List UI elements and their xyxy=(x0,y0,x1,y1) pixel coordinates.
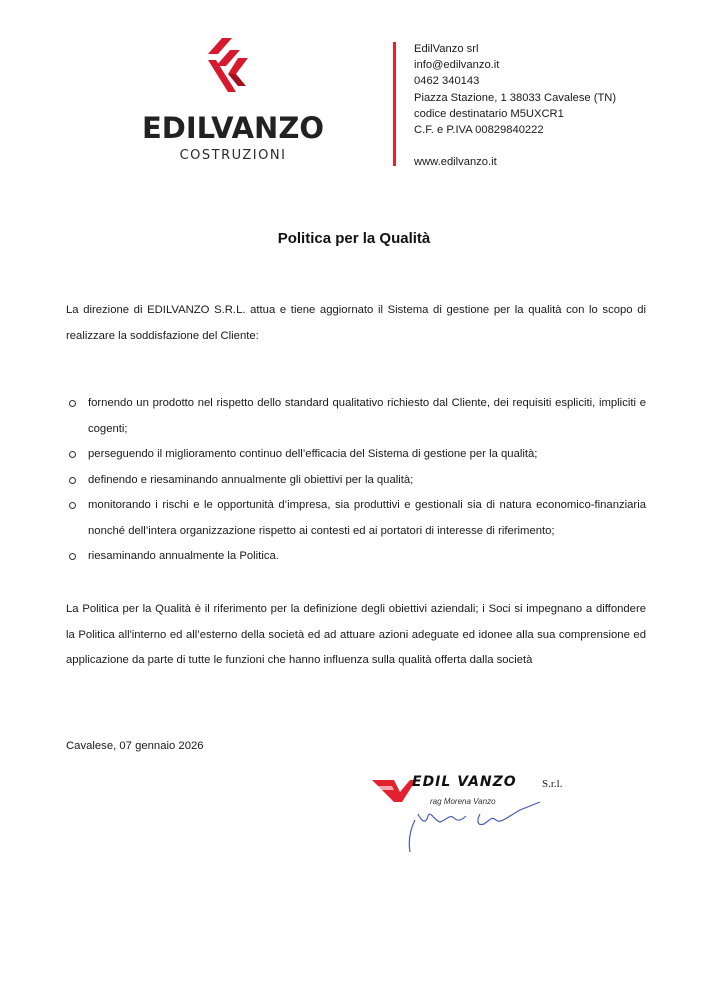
list-item-text: riesaminando annualmente la Politica. xyxy=(88,550,279,562)
stamp-suffix: S.r.l. xyxy=(542,778,563,790)
tax-id: C.F. e P.IVA 00829840222 xyxy=(414,124,544,137)
list-item-text: definendo e riesaminando annualmente gli obiettivi per la qualità; xyxy=(88,473,414,486)
bullet-circle-icon xyxy=(69,477,76,484)
list-item xyxy=(66,544,646,570)
closing-paragraph: La Politica per la Qualità è il riferimento per la definizione degli obiettivi aziendali; i Soci si impegnano a diffondere la Politica all'interno ed all’esterno della società ed ad attuare azioni adeguate ed idonee alla sua comprensione ed applicazione da parte di tutte le funzioni che hanno influenza sulla qualità offerta dalla società xyxy=(66,603,646,666)
website-link[interactable]: www.edilvanzo.it xyxy=(414,156,497,169)
email-link[interactable]: info@edilvanzo.it xyxy=(414,59,500,72)
list-item-text: perseguendo il miglioramento continuo dell’efficacia del Sistema di gestione per la qualità; xyxy=(88,448,538,460)
stamp-company: EDIL VANZO xyxy=(412,774,517,790)
list-item-text: fornendo un prodotto nel rispetto dello standard qualitativo richiesto dal Cliente, dei requisiti espliciti, impliciti e cogenti; xyxy=(88,397,646,435)
address: Piazza Stazione, 1 38033 Cavalese (TN) xyxy=(414,91,617,104)
bullet-circle-icon xyxy=(69,451,76,458)
list-item xyxy=(66,493,646,544)
list-item xyxy=(66,391,646,442)
objectives-list xyxy=(66,391,646,570)
intro-paragraph: La direzione di EDILVANZO S.R.L. attua e tiene aggiornato il Sistema di gestione per la qualità con lo scopo di realizzare la soddisfazione del Cliente: xyxy=(66,304,646,342)
company-name: EdilVanzo srl xyxy=(414,43,479,55)
date-place: Cavalese, 07 gennaio 2026 xyxy=(66,740,204,752)
list-item xyxy=(66,468,646,494)
bullet-circle-icon xyxy=(69,400,76,407)
header-divider xyxy=(393,42,396,166)
list-item-text: monitorando i rischi e le opportunità d’impresa, sia produttivi e gestionali sia di natura economico-finanziaria nonché dell’intera organizzazione rispetto ai contesti ed ai portatori di interesse di riferimento; xyxy=(88,499,646,537)
bullet-circle-icon xyxy=(69,553,76,560)
phone-number: 0462 340143 xyxy=(414,75,480,88)
recipient-code: codice destinatario M5UXCR1 xyxy=(414,107,564,120)
list-item xyxy=(66,442,646,468)
logo-subtitle: COSTRUZIONI xyxy=(179,148,287,163)
page-title: Politica per la Qualità xyxy=(277,230,431,247)
bullet-circle-icon xyxy=(69,502,76,509)
edilvanzo-logo-icon xyxy=(200,36,264,100)
contact-block xyxy=(414,41,616,170)
logo-wordmark: EDILVANZO xyxy=(141,111,325,145)
signatory-name: rag Morena Vanzo xyxy=(430,797,496,806)
